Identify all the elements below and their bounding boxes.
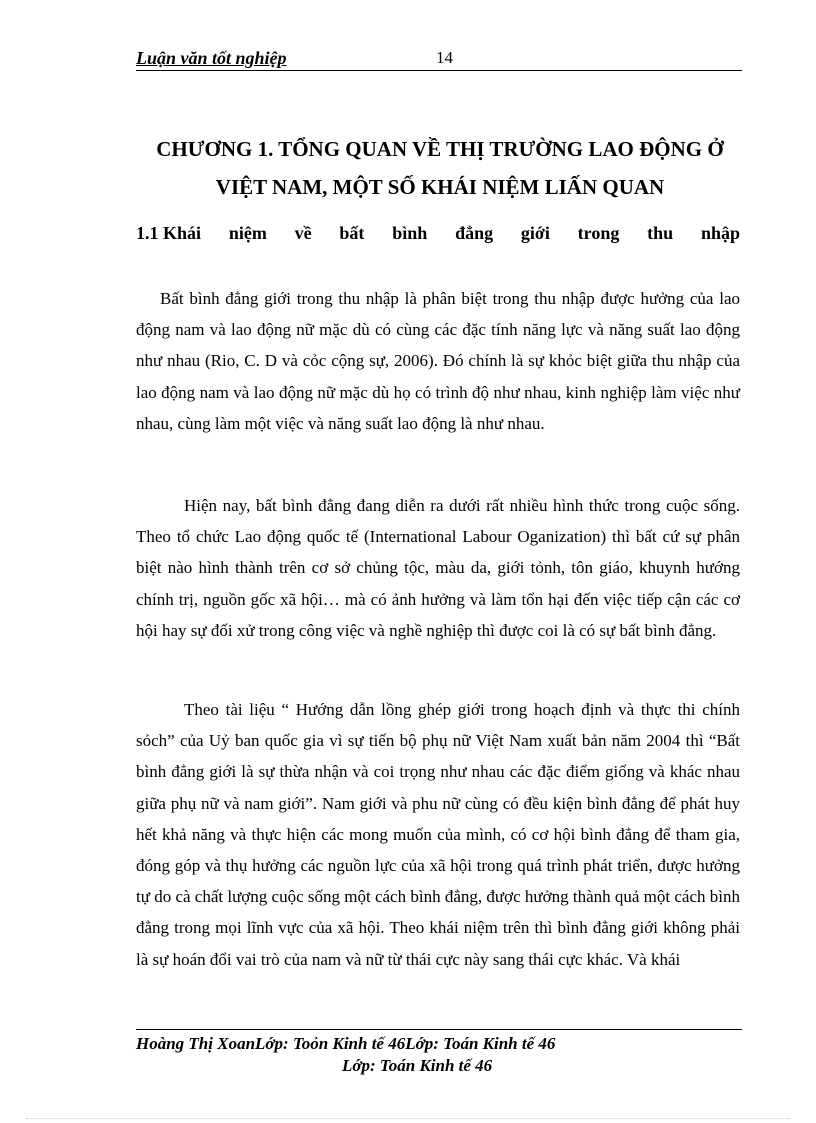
chapter-heading-line-1: CHƯƠNG 1. TỔNG QUAN VỀ THỊ TRƯỜNG LAO ĐỘNG Ở: [156, 137, 724, 161]
page-number: 14: [436, 48, 453, 67]
section-heading-word: về: [294, 223, 312, 243]
footer-line-1: Hoàng Thị XoanLớp: Toỏn Kinh tế 46Lớp: Toán Kinh tế 46: [136, 1034, 556, 1053]
paragraph: Hiện nay, bất bình đẳng đang diễn ra dưới rất nhiều hình thức trong cuộc sống. Theo tổ chức Lao động quốc tế (International Labour Oganization) thì bất cứ sự phân biệt nào hình thành trên cơ sở chủng tộc, màu da, giới tỏnh, tôn giáo, khuynh hướng chính trị, nguồn gốc xã hội… mà có ảnh hưởng và làm tổn hại đến việc tiếp cận các cơ hội hay sự đối xử trong công việc và nghề nghiệp thì được coi là có sự bất bình đẳng.: [136, 496, 740, 640]
section-heading-word: đẳng: [455, 223, 494, 243]
page-bottom-dotted-rule: [26, 1118, 790, 1119]
footer-divider: [136, 1029, 742, 1030]
section-heading-word: 1.1 Khái: [136, 223, 202, 243]
section-heading-word: niệm: [228, 223, 267, 243]
section-heading-word: nhập: [700, 223, 740, 243]
section-heading-word: trong: [577, 223, 620, 243]
header-title: Luận văn tốt nghiệp: [136, 48, 287, 68]
section-heading: [136, 223, 740, 244]
paragraph: Theo tài liệu “ Hướng dẫn lồng ghép giới trong hoạch định và thực thi chính sỏch” của Uỷ ban quốc gia vì sự tiến bộ phụ nữ Việt Nam xuất bản năm 2004 thì “Bất bình đẳng giới là sự thừa nhận và coi trọng như nhau các đặc điểm giống và khác nhau giữa phụ nữ và nam giới”. Nam giới và phu nữ cùng có đều kiện bình đẳng để phát huy hết khả năng và thực hiện các mong muốn của mình, có cơ hội bình đẳng để tham gia, đóng góp và thụ hưởng các nguồn lực của xã hội trong quá trình phát triển, được hưởng tự do cà chất lượng cuộc sống một cách bình đẳng, được hưởng thành quả một cách bình đẳng trong mọi lĩnh vực của xã hội. Theo khái niệm trên thì bình đẳng giới không phải là sự hoán đổi vai trò của nam và nữ từ thái cực này sang thái cực khác. Và khái: [136, 700, 740, 969]
section-heading-word: giới: [520, 223, 550, 243]
paragraph: Bất bình đẳng giới trong thu nhập là phân biệt trong thu nhập được hưởng của lao động nam và lao động nữ mặc dù có cùng các đặc tính năng lực và năng suất lao động như nhau (Rio, C. D và cỏc cộng sự, 2006). Đó chính là sự khỏc biệt giữa thu nhập của lao động nam và lao động nữ mặc dù họ có trình độ như nhau, kinh nghiệp làm việc như nhau, cùng làm một việc và năng suất lao động là như nhau.: [136, 289, 740, 433]
section-heading-word: thu: [647, 223, 674, 243]
section-heading-word: bình: [392, 223, 428, 243]
section-heading-word: bất: [339, 223, 365, 243]
page-header: [136, 48, 742, 71]
chapter-heading: [120, 130, 760, 206]
footer-line-2: Lớp: Toán Kinh tế 46: [342, 1056, 493, 1075]
chapter-heading-line-2: VIỆT NAM, MỘT SỐ KHÁI NIỆM LIẤN QUAN: [215, 175, 665, 199]
